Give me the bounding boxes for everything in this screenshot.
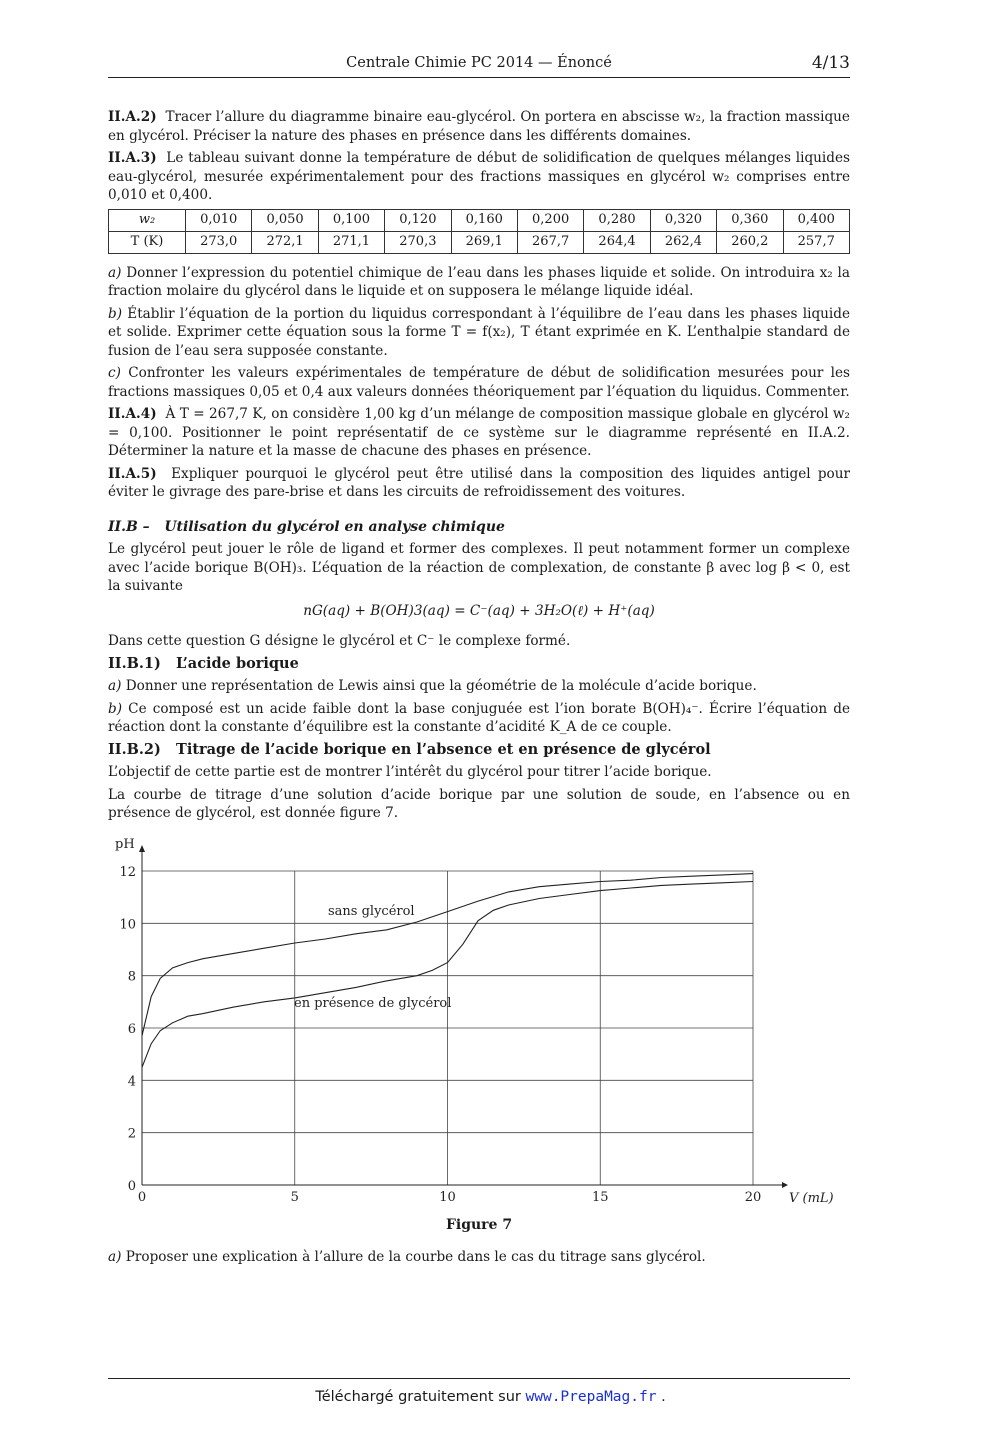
subquestion-text: Établir l’équation de la portion du liquidus correspondant à l’équilibre de l’eau dans les phases liquide et solide. Exprimer cette équation sous la forme T = f(x₂), T étant exprimée en K. L’enthalpie standard de fusion de l’eau sera supposée constante. — [108, 305, 850, 359]
subsection-label: II.B.2) — [108, 740, 161, 758]
y-axis-arrow — [139, 845, 145, 852]
header-title: Centrale Chimie PC 2014 — Énoncé — [346, 55, 612, 71]
table-cell: 271,1 — [318, 231, 384, 253]
y-tick-label: 12 — [119, 865, 136, 880]
subsection-title: Titrage de l’acide borique en l’absence et en présence de glycérol — [176, 740, 711, 758]
x-axis-label: V (mL) — [789, 1191, 834, 1206]
subquestion-text: Ce composé est un acide faible dont la base conjuguée est l’ion borate B(OH)₄⁻. Écrire l’équation de réaction dont la constante d’équilibre est la constante d’acidité K_A de ce couple. — [108, 700, 851, 735]
subquestion-label: a) — [108, 264, 122, 281]
table-cell: 0,120 — [385, 209, 451, 231]
table-cell: 257,7 — [783, 231, 849, 253]
series-label-glycerol: en présence de glycérol — [294, 996, 452, 1011]
y-tick-label: 2 — [127, 1126, 136, 1142]
x-tick-label: 10 — [439, 1190, 456, 1205]
x-tick-label: 20 — [744, 1190, 762, 1205]
subquestion-label: a) — [108, 1249, 122, 1265]
table-cell: 0,320 — [650, 209, 716, 231]
notation-note: Dans cette question G désigne le glycérol et C⁻ le complexe formé. — [108, 633, 571, 649]
subquestion-label: c) — [108, 365, 121, 381]
table-cell: 0,160 — [451, 209, 517, 231]
footer-rule — [108, 1378, 850, 1379]
question-after-figure — [108, 1249, 850, 1265]
footer-end: . — [661, 1389, 666, 1405]
subquestion-text: Donner une représentation de Lewis ainsi que la géométrie de la molécule d’acide borique. — [125, 678, 757, 694]
x-tick-label: 5 — [290, 1190, 299, 1205]
x-tick-label: 15 — [591, 1190, 609, 1205]
page-number: 4/13 — [811, 53, 850, 73]
footer-text: Téléchargé gratuitement sur — [315, 1389, 521, 1405]
paragraph: La courbe de titrage d’une solution d’acide borique par une solution de soude, en l’absence ou en présence de glycérol, est donnée figure 7. — [108, 786, 850, 821]
subquestion-label: b) — [108, 305, 123, 322]
table-cell: 0,360 — [717, 209, 783, 231]
complexation-equation: nG(aq) + B(OH)3(aq) = C⁻(aq) + 3H₂O(ℓ) + H⁺(aq) — [303, 602, 655, 619]
question-label: II.A.4) — [108, 406, 157, 422]
figure-caption: Figure 7 — [445, 1217, 513, 1233]
y-tick-label: 0 — [127, 1179, 136, 1194]
table-cell: 0,280 — [584, 209, 650, 231]
subsection-title: L’acide borique — [176, 654, 299, 672]
subquestion-label: b) — [108, 700, 123, 717]
x-axis-arrow — [782, 1182, 788, 1188]
y-axis-label: pH — [115, 837, 135, 852]
table-cell: 0,200 — [517, 209, 583, 231]
table-cell: 269,1 — [451, 231, 517, 253]
table-header-cell: w₂ — [109, 209, 186, 231]
question-text: Tracer l’allure du diagramme binaire eau-glycérol. On portera en abscisse w₂, la fraction massique en glycérol. Préciser la nature des phases en présence dans les différents domaines. — [108, 109, 850, 144]
subquestion-text: Proposer une explication à l’allure de la courbe dans le cas du titrage sans glycérol. — [125, 1249, 706, 1265]
section-intro: Le glycérol peut jouer le rôle de ligand et former des complexes. Il peut notamment former un complexe avec l’acide borique B(OH)₃. L’équation de la réaction de complexation, de constante β avec log β < 0, est la suivante — [108, 541, 850, 594]
table-cell: 262,4 — [650, 231, 716, 253]
footer-link[interactable]: www.PrepaMag.fr — [525, 1389, 657, 1405]
question-text: À T = 267,7 K, on considère 1,00 kg d’un mélange de composition massique globale en glycérol w₂ = 0,100. Positionner le point représentatif de ce système sur le diagramme représenté en II.A.2. Déterminer la nature et la masse de chacune des phases en présence. — [108, 406, 850, 459]
table-cell: 0,400 — [783, 209, 849, 231]
y-tick-label: 8 — [127, 969, 136, 985]
table-cell: 264,4 — [584, 231, 650, 253]
table-cell: 0,100 — [318, 209, 384, 231]
question-text: Expliquer pourquoi le glycérol peut être utilisé dans la composition des liquides antigel pour éviter le givrage des pare-brise et dans les circuits de refroidissement des voitures. — [108, 465, 850, 500]
table-cell: 0,050 — [252, 209, 318, 231]
table-cell: 273,0 — [186, 231, 252, 253]
question-label: II.A.5) — [108, 465, 157, 482]
section-label: II.B – — [108, 518, 150, 535]
table-header-cell: T (K) — [109, 231, 186, 253]
page-footer — [0, 1389, 981, 1405]
section-title: Utilisation du glycérol en analyse chimique — [164, 518, 505, 535]
subquestion-label: a) — [108, 678, 122, 694]
question-label: II.A.3) — [108, 150, 157, 166]
question-label: II.A.2) — [108, 109, 157, 125]
subquestion-text: Confronter les valeurs expérimentales de température de début de solidification mesurées pour les fractions massiques 0,05 et 0,4 aux valeurs données théoriquement par l’équation du liquidus. Commenter. — [108, 365, 850, 400]
subsection-label: II.B.1) — [108, 654, 161, 672]
table-cell: 267,7 — [517, 231, 583, 253]
table-cell: 0,010 — [186, 209, 252, 231]
series-label-sans-glycerol: sans glycérol — [328, 904, 415, 919]
table-cell: 260,2 — [717, 231, 783, 253]
table-cell: 270,3 — [385, 231, 451, 253]
subquestion-text: Donner l’expression du potentiel chimique de l’eau dans les phases liquide et solide. On introduira x₂ la fraction molaire du glycérol dans le liquide et on supposera le mélange liquide idéal. — [108, 264, 850, 299]
paragraph: L’objectif de cette partie est de montrer l’intérêt du glycérol pour titrer l’acide borique. — [108, 764, 712, 780]
y-tick-label: 4 — [127, 1074, 136, 1090]
table-cell: 272,1 — [252, 231, 318, 253]
y-tick-label: 10 — [119, 917, 136, 933]
x-tick-label: 0 — [137, 1190, 147, 1205]
y-tick-label: 6 — [127, 1022, 136, 1037]
question-text: Le tableau suivant donne la température de début de solidification de quelques mélanges liquides eau-glycérol, mesurée expérimentalement pour des fractions massiques en glycérol w₂ comprises entre 0,010 et 0,400. — [108, 150, 850, 203]
